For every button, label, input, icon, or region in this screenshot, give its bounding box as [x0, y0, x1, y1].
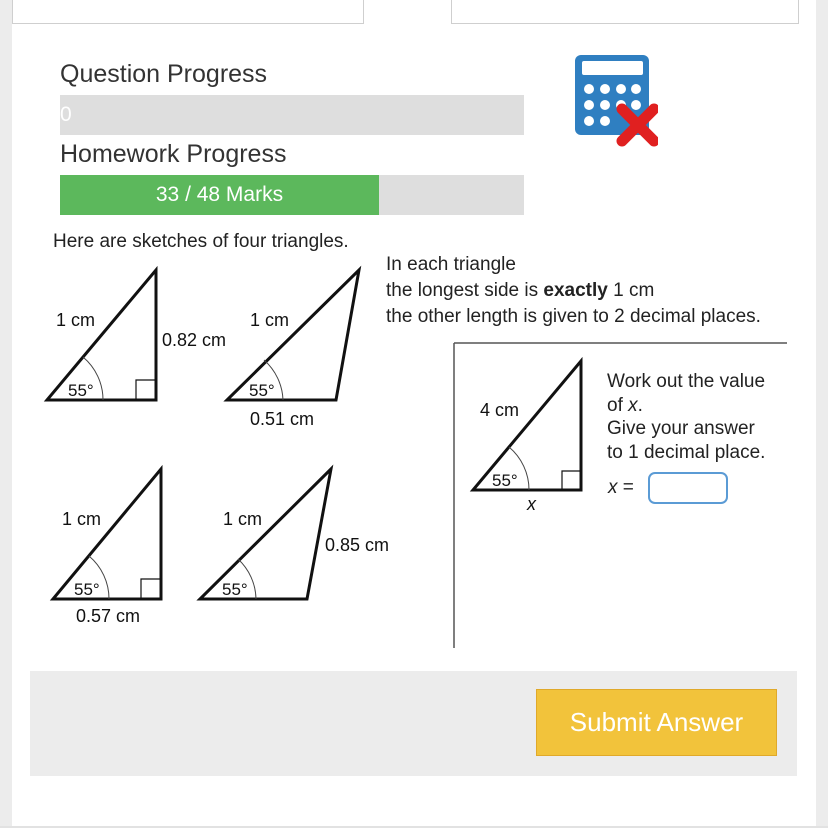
triangle-3-side-label: 0.57 cm — [76, 606, 141, 626]
rule-line-3: the other length is given to 2 decimal places. — [386, 306, 761, 327]
triangle-1-side-label: 0.82 cm — [162, 330, 227, 350]
answer-input[interactable] — [648, 472, 728, 504]
task-line-4: to 1 decimal place. — [607, 441, 766, 463]
triangle-3-hyp-label: 1 cm — [62, 509, 102, 529]
triangle-4 — [200, 469, 389, 599]
homework-progress-text: 33 / 48 Marks — [155, 183, 284, 206]
triangle-4-side-label: 0.85 cm — [325, 535, 390, 555]
triangle-2-hyp-label: 1 cm — [250, 310, 290, 330]
task-triangle-angle-label: 55° — [492, 471, 518, 490]
intro-text: Here are sketches of four triangles. — [53, 231, 349, 252]
task-triangle-unknown-label: x — [527, 494, 536, 514]
triangle-4-angle-label: 55° — [222, 580, 248, 599]
task-triangle — [473, 361, 581, 514]
submit-answer-button[interactable]: Submit Answer — [536, 689, 777, 756]
triangle-2-angle-label: 55° — [249, 381, 275, 400]
answer-label: x = — [608, 477, 634, 498]
triangle-1 — [47, 270, 226, 400]
task-line-3: Give your answer — [607, 418, 755, 439]
triangle-3 — [53, 469, 161, 626]
task-line-2: of x. — [607, 394, 643, 416]
triangle-2-side-label: 0.51 cm — [250, 409, 315, 429]
triangle-1-hyp-label: 1 cm — [56, 310, 96, 330]
rule-line-1: In each triangle — [386, 254, 516, 275]
task-line-1: Work out the value — [607, 371, 766, 392]
triangle-2 — [227, 270, 359, 429]
rule-line-2: the longest side is exactly 1 cm — [386, 280, 655, 301]
triangle-4-hyp-label: 1 cm — [223, 509, 263, 529]
triangle-3-angle-label: 55° — [74, 580, 100, 599]
question-progress-label: Question Progress — [60, 60, 268, 88]
triangle-1-angle-label: 55° — [68, 381, 94, 400]
task-instructions — [607, 370, 765, 464]
task-triangle-hyp-label: 4 cm — [480, 400, 520, 420]
homework-progress-label: Homework Progress — [60, 140, 287, 168]
question-progress-value: 0 — [60, 103, 72, 126]
